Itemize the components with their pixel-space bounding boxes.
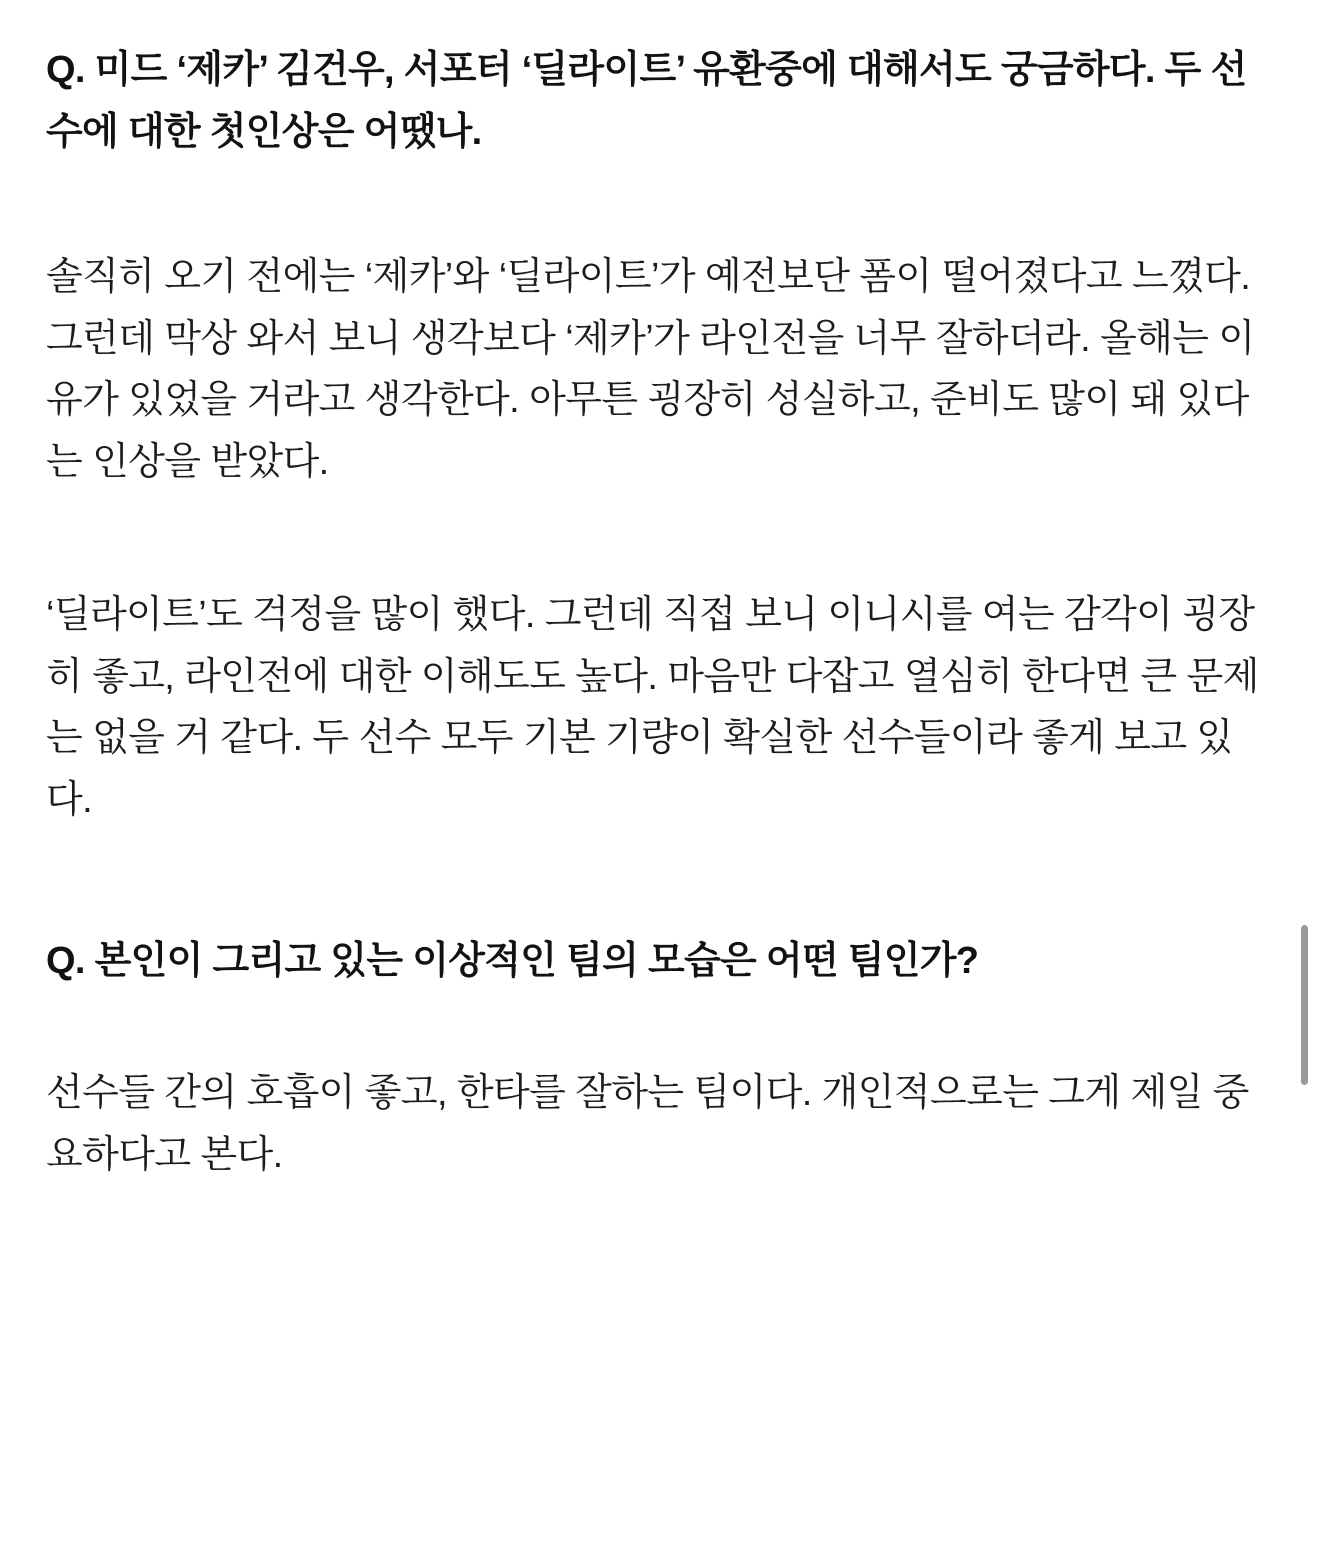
question-text: 본인이 그리고 있는 이상적인 팀의 모습은 어떤 팀인가? bbox=[94, 940, 979, 983]
question-text: 미드 ‘제카’ 김건우, 서포터 ‘딜라이트’ 유환중에 대해서도 궁금하다. 두 선수에 대한 첫인상은 어땠나. bbox=[46, 49, 1247, 153]
answer-paragraph-1: 솔직히 오기 전에는 ‘제카’와 ‘딜라이트’가 예전보단 폼이 떨어졌다고 느꼈다. 그런데 막상 와서 보니 생각보다 ‘제카’가 라인전을 너무 잘하더라. 올해는 이유가 있었을 거라고 생각한다. 아무튼 굉장히 성실하고, 준비도 많이 돼 있다는 인상을 받았다. bbox=[46, 256, 1255, 483]
question-heading-2 bbox=[46, 931, 1272, 993]
answer-paragraph-2: ‘딜라이트’도 걱정을 많이 했다. 그런데 직접 보니 이니시를 여는 감각이 굉장히 좋고, 라인전에 대한 이해도도 높다. 마음만 다잡고 열심히 한다면 큰 문제는 없을 거 같다. 두 선수 모두 기본 기량이 확실한 선수들이라 좋게 보고 있다. bbox=[46, 594, 1259, 821]
paragraph-spacer bbox=[46, 831, 1272, 931]
paragraph-spacer bbox=[46, 493, 1272, 585]
question-marker: Q. bbox=[46, 940, 85, 983]
paragraph-spacer bbox=[46, 163, 1272, 247]
answer-paragraph-3: 선수들 간의 호흡이 좋고, 한타를 잘하는 팀이다. 개인적으로는 그게 제일 중요하다고 본다. bbox=[46, 1072, 1249, 1176]
paragraph-spacer bbox=[46, 993, 1272, 1063]
scrollbar-thumb[interactable] bbox=[1301, 925, 1308, 1085]
scrollbar-track[interactable] bbox=[1306, 0, 1314, 1562]
question-marker: Q. bbox=[46, 49, 85, 91]
question-heading-1 bbox=[46, 40, 1272, 163]
